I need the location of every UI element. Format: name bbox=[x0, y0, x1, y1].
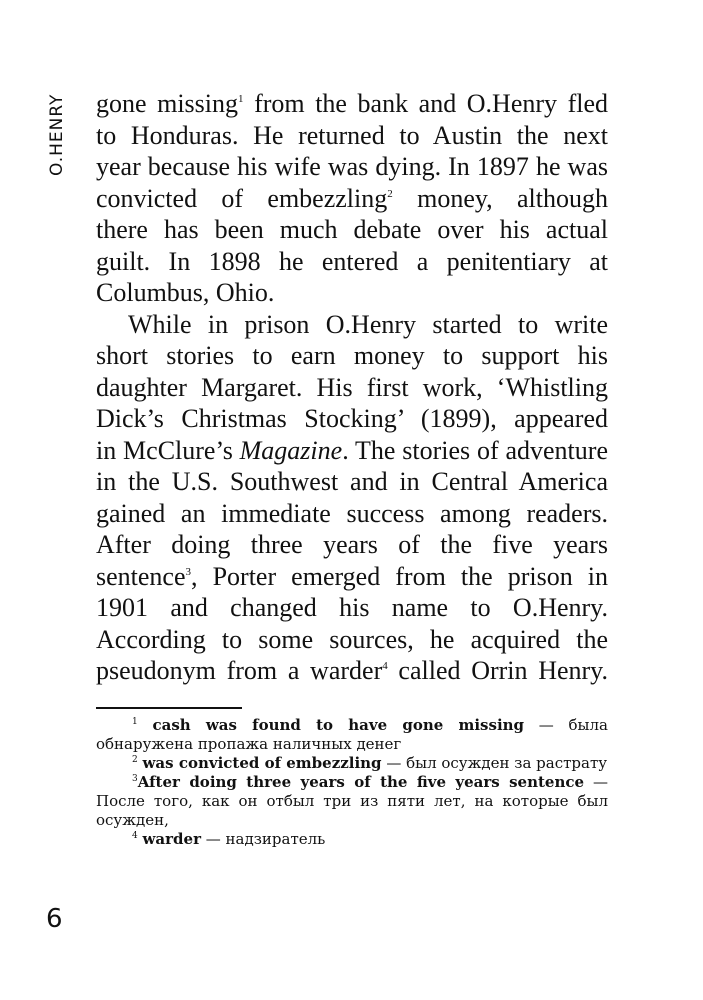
text-line: gained an immediate success among readers. bbox=[96, 498, 608, 528]
footnote-3: $^3$After doing three years of the five years sentence — После того, как он отбыл три из пяти лет, на которые был осужден, bbox=[96, 773, 608, 829]
text-line: sentence$^3$, Porter emerged from the prison in bbox=[96, 561, 608, 591]
paragraph-1 bbox=[96, 88, 608, 309]
text-line: guilt. In 1898 he entered a penitentiary at bbox=[96, 246, 608, 276]
footnote-term: was convicted of embezzling bbox=[142, 754, 382, 772]
footnote-gloss: После того, как он отбыл три из пяти лет, на которые был осужден, bbox=[96, 792, 608, 829]
footnote-gloss: надзиратель bbox=[225, 830, 326, 848]
footnote-ref-2: 2 bbox=[387, 187, 393, 200]
paragraph-2 bbox=[96, 309, 608, 687]
body-text bbox=[96, 88, 608, 687]
text-line: According to some sources, he acquired the bbox=[96, 624, 608, 654]
text-line: While in prison O.Henry started to write bbox=[128, 309, 608, 339]
footnote-ref-1: 1 bbox=[238, 93, 244, 105]
footnote-divider bbox=[96, 707, 242, 709]
footnotes bbox=[96, 716, 608, 849]
text-line: in the U.S. Southwest and in Central America bbox=[96, 467, 608, 496]
text-line: year because his wife was dying. In 1897 he was bbox=[96, 152, 608, 181]
footnote-term: cash was found to have gone missing bbox=[152, 716, 525, 734]
text-line: there has been much debate over his actual bbox=[96, 215, 608, 244]
text-line: gone missing$^1$ from the bank and O.Henry fled bbox=[96, 89, 609, 118]
footnote-gloss: была обнаружена пропажа наличных денег bbox=[96, 716, 608, 753]
text-line: Dick’s Christmas Stocking’ (1899), appeared bbox=[96, 404, 608, 433]
text-line: Columbus, Ohio. bbox=[96, 278, 275, 307]
text-line: in McClure’s Magazine. The stories of adventure bbox=[96, 435, 608, 465]
text-line: to Honduras. He returned to Austin the next bbox=[96, 120, 608, 150]
text-line: After doing three years of the five years bbox=[96, 530, 608, 559]
text-line: convicted of embezzling$^2$ money, although bbox=[96, 183, 608, 213]
footnote-ref-4: 4 bbox=[382, 660, 388, 672]
text-line: short stories to earn money to support his bbox=[96, 341, 608, 370]
page-number: 6 bbox=[46, 904, 63, 934]
italic-magazine: Magazine bbox=[239, 435, 343, 465]
footnote-ref-3: 3 bbox=[185, 565, 192, 578]
text-line: 1901 and changed his name to O.Henry. bbox=[96, 593, 608, 622]
text-line: daughter Margaret. His first work, ‘Whistling bbox=[96, 372, 608, 402]
footnote-1: $^1$ cash was found to have gone missing — была обнаружена пропажа наличных денег bbox=[96, 716, 608, 753]
footnote-4: $^4$ warder — надзиратель bbox=[132, 830, 326, 848]
running-head: O.HENRY bbox=[47, 93, 67, 176]
footnote-term: After doing three years of the five years sentence bbox=[137, 773, 585, 791]
footnote-gloss: был осужден за растрату bbox=[406, 754, 608, 772]
footnote-term: warder bbox=[142, 830, 201, 848]
text-line: pseudonym from a warder$^4$ called Orrin Henry. bbox=[96, 656, 608, 685]
footnote-2: $^2$ was convicted of embezzling — был осужден за растрату bbox=[132, 754, 608, 772]
